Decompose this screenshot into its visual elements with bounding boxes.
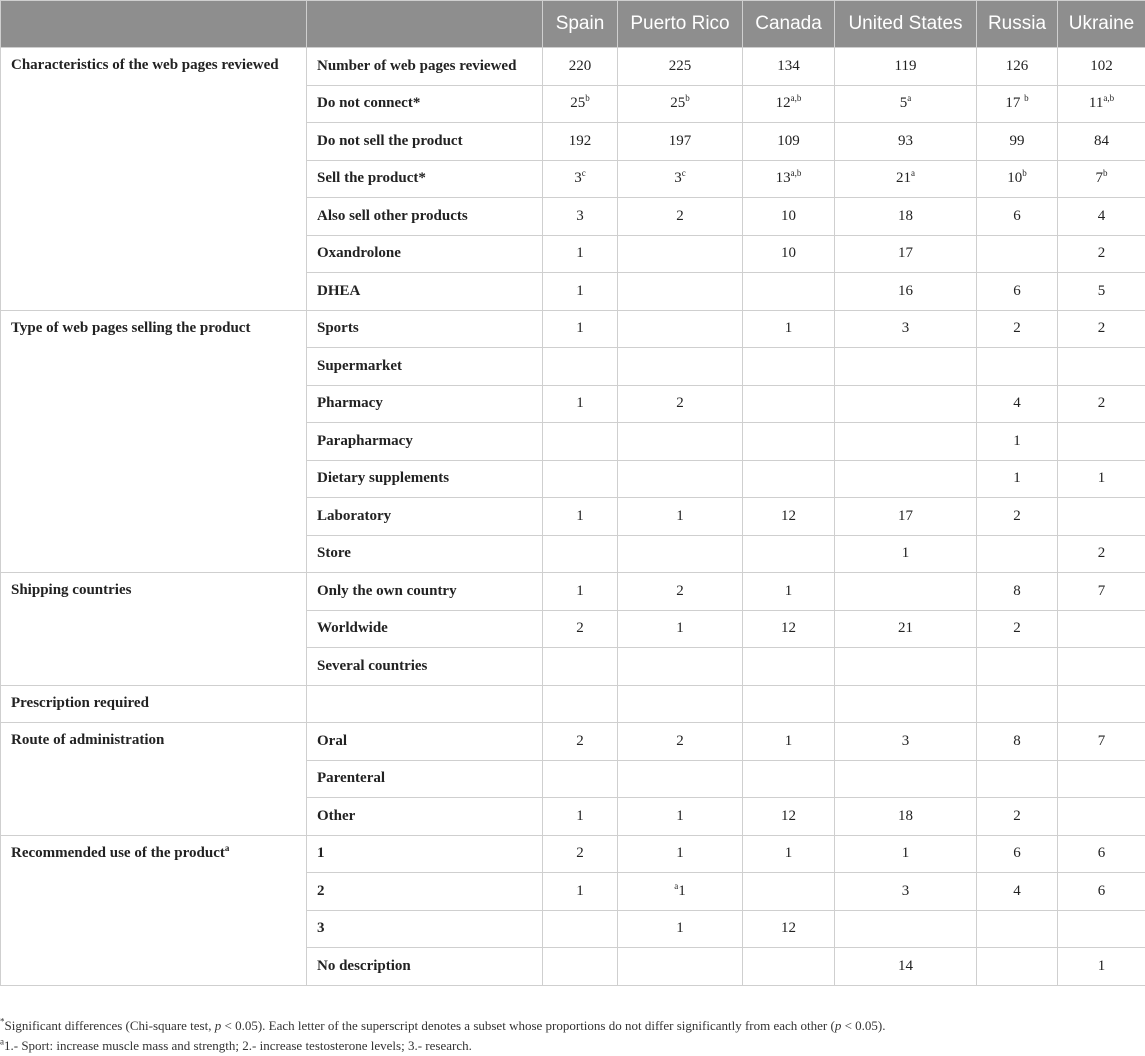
value-cell: [977, 948, 1058, 986]
value-cell: 2: [977, 610, 1058, 648]
row-label: 2: [307, 873, 543, 911]
value-cell: 1: [543, 798, 618, 836]
category-cell: Shipping countries: [1, 573, 307, 686]
row-label: 1: [307, 835, 543, 873]
value-cell: 192: [543, 123, 618, 161]
table-row: [1, 48, 1145, 86]
table-row: [1, 573, 1145, 611]
row-label: Do not sell the product: [307, 123, 543, 161]
value-cell: 1: [743, 310, 835, 348]
value-cell: 16: [835, 273, 977, 311]
row-label: Number of web pages reviewed: [307, 48, 543, 86]
value-cell: [1058, 648, 1145, 686]
value-cell: 2: [1058, 235, 1145, 273]
value-cell: 2: [1058, 310, 1145, 348]
table-row: [1, 310, 1145, 348]
value-cell: [1058, 348, 1145, 386]
value-cell: [1058, 610, 1145, 648]
value-cell: 102: [1058, 48, 1145, 86]
category-cell: Type of web pages selling the product: [1, 310, 307, 573]
value-cell: 1: [743, 835, 835, 873]
value-cell: 2: [618, 198, 743, 236]
value-cell: $^a$1: [618, 873, 743, 911]
value-cell: [743, 535, 835, 573]
value-cell: 17 $^b$: [977, 85, 1058, 123]
value-cell: [618, 273, 743, 311]
value-cell: 2: [618, 573, 743, 611]
value-cell: 6: [977, 273, 1058, 311]
value-cell: [1058, 685, 1145, 723]
value-cell: 1: [543, 873, 618, 911]
value-cell: [743, 423, 835, 461]
row-label: Dietary supplements: [307, 460, 543, 498]
row-label: Sell the product*: [307, 160, 543, 198]
value-cell: 2: [1058, 385, 1145, 423]
value-cell: [743, 385, 835, 423]
header-cell-united-states: United States: [835, 1, 977, 48]
row-label: [307, 685, 543, 723]
value-cell: [835, 573, 977, 611]
value-cell: 1: [1058, 948, 1145, 986]
table-header: [1, 1, 1145, 48]
value-cell: 25$^b$: [618, 85, 743, 123]
value-cell: 3: [835, 310, 977, 348]
value-cell: [835, 423, 977, 461]
value-cell: [835, 760, 977, 798]
value-cell: 197: [618, 123, 743, 161]
value-cell: [543, 348, 618, 386]
value-cell: [835, 385, 977, 423]
row-label: DHEA: [307, 273, 543, 311]
value-cell: 1: [835, 835, 977, 873]
header-cell-canada: Canada: [743, 1, 835, 48]
value-cell: [977, 348, 1058, 386]
value-cell: 4: [977, 385, 1058, 423]
value-cell: 10: [743, 235, 835, 273]
value-cell: [743, 273, 835, 311]
value-cell: 6: [1058, 835, 1145, 873]
value-cell: 1: [543, 573, 618, 611]
row-label: Other: [307, 798, 543, 836]
value-cell: 6: [1058, 873, 1145, 911]
footnote-significance: *Significant differences (Chi-square test, p < 0.05). Each letter of the superscript denotes a subset whose proportions do not differ significantly from each other (p < 0.05).: [0, 1016, 886, 1036]
value-cell: 126: [977, 48, 1058, 86]
value-cell: [977, 760, 1058, 798]
row-label: 3: [307, 910, 543, 948]
value-cell: [618, 423, 743, 461]
value-cell: [977, 235, 1058, 273]
value-cell: [1058, 760, 1145, 798]
value-cell: 3$^c$: [543, 160, 618, 198]
value-cell: [618, 348, 743, 386]
category-cell: Characteristics of the web pages reviewed: [1, 48, 307, 311]
value-cell: 4: [977, 873, 1058, 911]
value-cell: 21: [835, 610, 977, 648]
row-label: Laboratory: [307, 498, 543, 536]
category-cell: Route of administration: [1, 723, 307, 836]
value-cell: [835, 685, 977, 723]
value-cell: [835, 348, 977, 386]
row-label: Parenteral: [307, 760, 543, 798]
value-cell: 119: [835, 48, 977, 86]
value-cell: 4: [1058, 198, 1145, 236]
value-cell: 5$^a$: [835, 85, 977, 123]
header-cell-ukraine: Ukraine: [1058, 1, 1145, 48]
footnote-recommended-use: $^a$1.- Sport: increase muscle mass and strength; 2.- increase testosterone levels; 3.- research.: [0, 1036, 886, 1056]
value-cell: 3: [835, 873, 977, 911]
value-cell: 3$^c$: [618, 160, 743, 198]
value-cell: [835, 460, 977, 498]
value-cell: 18: [835, 198, 977, 236]
row-label: Supermarket: [307, 348, 543, 386]
value-cell: [1058, 423, 1145, 461]
value-cell: [543, 948, 618, 986]
row-label: Worldwide: [307, 610, 543, 648]
value-cell: 6: [977, 198, 1058, 236]
value-cell: [618, 685, 743, 723]
value-cell: 1: [618, 910, 743, 948]
table-row: [1, 835, 1145, 873]
value-cell: 8: [977, 723, 1058, 761]
category-cell: Prescription required: [1, 685, 307, 723]
value-cell: [1058, 910, 1145, 948]
category-cell: Recommended use of the product$^a$: [1, 835, 307, 985]
value-cell: 1: [543, 273, 618, 311]
value-cell: 1: [618, 610, 743, 648]
value-cell: [743, 685, 835, 723]
table-row: [1, 723, 1145, 761]
value-cell: 17: [835, 235, 977, 273]
value-cell: 25$^b$: [543, 85, 618, 123]
value-cell: 109: [743, 123, 835, 161]
value-cell: [743, 948, 835, 986]
header-cell-spain: Spain: [543, 1, 618, 48]
row-label: Oral: [307, 723, 543, 761]
value-cell: 8: [977, 573, 1058, 611]
value-cell: 7: [1058, 723, 1145, 761]
value-cell: 10: [743, 198, 835, 236]
value-cell: 225: [618, 48, 743, 86]
value-cell: [543, 648, 618, 686]
value-cell: [543, 910, 618, 948]
header-cell-russia: Russia: [977, 1, 1058, 48]
value-cell: 84: [1058, 123, 1145, 161]
value-cell: 1: [543, 498, 618, 536]
value-cell: 1: [743, 723, 835, 761]
value-cell: [543, 535, 618, 573]
value-cell: [618, 648, 743, 686]
value-cell: 2: [977, 498, 1058, 536]
value-cell: [1058, 798, 1145, 836]
row-label: Only the own country: [307, 573, 543, 611]
header-cell-puerto-rico: Puerto Rico: [618, 1, 743, 48]
value-cell: 5: [1058, 273, 1145, 311]
value-cell: 10$^b$: [977, 160, 1058, 198]
table-row: [1, 685, 1145, 723]
value-cell: 1: [977, 423, 1058, 461]
value-cell: [743, 460, 835, 498]
value-cell: [835, 648, 977, 686]
value-cell: 12$^{a,b}$: [743, 85, 835, 123]
header-cell: [1, 1, 307, 48]
row-label: Several countries: [307, 648, 543, 686]
value-cell: [977, 910, 1058, 948]
value-cell: [618, 310, 743, 348]
value-cell: 1: [977, 460, 1058, 498]
value-cell: [618, 760, 743, 798]
header-cell: [307, 1, 543, 48]
value-cell: [618, 460, 743, 498]
value-cell: [543, 685, 618, 723]
value-cell: [743, 760, 835, 798]
table-body: [1, 48, 1145, 986]
value-cell: 1: [543, 385, 618, 423]
value-cell: 1: [618, 798, 743, 836]
value-cell: 3: [835, 723, 977, 761]
value-cell: 1: [543, 310, 618, 348]
value-cell: 2: [543, 835, 618, 873]
row-label: Also sell other products: [307, 198, 543, 236]
value-cell: 2: [618, 385, 743, 423]
value-cell: 1: [618, 498, 743, 536]
value-cell: [543, 423, 618, 461]
row-label: Pharmacy: [307, 385, 543, 423]
value-cell: 12: [743, 910, 835, 948]
value-cell: 21$^a$: [835, 160, 977, 198]
value-cell: 134: [743, 48, 835, 86]
value-cell: [835, 910, 977, 948]
value-cell: 18: [835, 798, 977, 836]
value-cell: 2: [543, 723, 618, 761]
value-cell: 12: [743, 610, 835, 648]
value-cell: 2: [1058, 535, 1145, 573]
value-cell: 93: [835, 123, 977, 161]
footnotes: [0, 1016, 886, 1056]
row-label: Parapharmacy: [307, 423, 543, 461]
value-cell: 11$^{a,b}$: [1058, 85, 1145, 123]
value-cell: 2: [977, 310, 1058, 348]
row-label: Store: [307, 535, 543, 573]
value-cell: [618, 948, 743, 986]
value-cell: 2: [977, 798, 1058, 836]
value-cell: 2: [543, 610, 618, 648]
value-cell: [977, 685, 1058, 723]
value-cell: 13$^{a,b}$: [743, 160, 835, 198]
value-cell: [543, 460, 618, 498]
value-cell: 6: [977, 835, 1058, 873]
value-cell: 2: [618, 723, 743, 761]
value-cell: 99: [977, 123, 1058, 161]
value-cell: 12: [743, 798, 835, 836]
value-cell: 7: [1058, 573, 1145, 611]
value-cell: [618, 535, 743, 573]
value-cell: 7$^b$: [1058, 160, 1145, 198]
row-label: Oxandrolone: [307, 235, 543, 273]
value-cell: [618, 235, 743, 273]
row-label: Do not connect*: [307, 85, 543, 123]
value-cell: 1: [835, 535, 977, 573]
value-cell: 1: [1058, 460, 1145, 498]
value-cell: 3: [543, 198, 618, 236]
value-cell: [1058, 498, 1145, 536]
value-cell: [743, 648, 835, 686]
value-cell: 17: [835, 498, 977, 536]
row-label: No description: [307, 948, 543, 986]
value-cell: 1: [743, 573, 835, 611]
value-cell: 14: [835, 948, 977, 986]
value-cell: 12: [743, 498, 835, 536]
value-cell: [743, 873, 835, 911]
value-cell: 1: [618, 835, 743, 873]
value-cell: [977, 648, 1058, 686]
value-cell: 1: [543, 235, 618, 273]
value-cell: [743, 348, 835, 386]
value-cell: [977, 535, 1058, 573]
row-label: Sports: [307, 310, 543, 348]
value-cell: 220: [543, 48, 618, 86]
value-cell: [543, 760, 618, 798]
